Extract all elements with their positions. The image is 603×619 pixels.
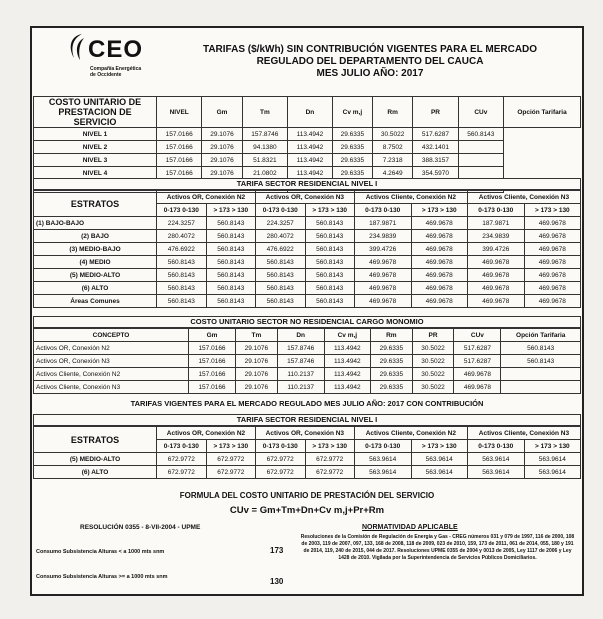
table-cell: 560.8143 bbox=[157, 269, 207, 282]
table-cell: 563.9614 bbox=[354, 466, 411, 479]
table-row bbox=[34, 128, 581, 141]
table-cell: > 173 > 130 bbox=[524, 204, 580, 217]
table-row bbox=[34, 154, 581, 167]
table-cell: (6) ALTO bbox=[34, 282, 157, 295]
table-cell: 29.6335 bbox=[332, 154, 372, 167]
table-row bbox=[34, 368, 581, 381]
table-cell: 29.6335 bbox=[371, 368, 413, 381]
table-cell: 157.0166 bbox=[157, 128, 202, 141]
table-cell: (1) BAJO-BAJO bbox=[34, 217, 157, 230]
table-cell: 672.9772 bbox=[206, 466, 255, 479]
table-cell: 110.2137 bbox=[277, 368, 324, 381]
table-cell: 469.9678 bbox=[524, 269, 580, 282]
table-cell bbox=[458, 141, 503, 154]
logo-tagline: Compañía Energética de Occidente bbox=[90, 66, 142, 78]
table-cell: 0-173 0-130 bbox=[255, 440, 305, 453]
table-cell: 560.8143 bbox=[206, 217, 255, 230]
table-cell: 560.8143 bbox=[206, 269, 255, 282]
table-cell: 560.8143 bbox=[305, 243, 354, 256]
table-row bbox=[34, 217, 581, 230]
table-cell: 29.1076 bbox=[202, 167, 242, 180]
contrib-estratos-header: ESTRATOS bbox=[34, 427, 157, 453]
table-cell: 672.9772 bbox=[206, 453, 255, 466]
contribution-title: TARIFA SECTOR RESIDENCIAL NIVEL I bbox=[33, 414, 581, 426]
table-cell: 469.9678 bbox=[354, 256, 411, 269]
table-cell: 29.1076 bbox=[236, 368, 278, 381]
table-cell: 476.6922 bbox=[255, 243, 305, 256]
table-cell bbox=[501, 368, 581, 381]
table-cell: 113.4942 bbox=[288, 128, 333, 141]
table-cell: 113.4942 bbox=[288, 167, 333, 180]
table-cell: 30.5022 bbox=[412, 368, 454, 381]
unit-cost-label: COSTO UNITARIO DE PRESTACION DE SERVICIO bbox=[34, 97, 157, 128]
table-cell: NIVEL 1 bbox=[34, 128, 157, 141]
table-cell: 560.8143 bbox=[206, 282, 255, 295]
subsistence-row1-label: Consumo Subsistencia Alturas < a 1000 mts snm bbox=[36, 549, 165, 555]
table-cell: 672.9772 bbox=[255, 466, 305, 479]
table-cell: (5) MEDIO-ALTO bbox=[34, 269, 157, 282]
table-cell: 280.4072 bbox=[157, 230, 207, 243]
table-cell: > 173 > 130 bbox=[411, 440, 467, 453]
table-cell: CUv bbox=[454, 329, 501, 342]
table-cell: 560.8143 bbox=[255, 282, 305, 295]
table-cell: 563.9614 bbox=[524, 453, 580, 466]
table-cell: 234.9839 bbox=[467, 230, 524, 243]
table-cell: 29.1076 bbox=[202, 141, 242, 154]
table-cell: 469.9678 bbox=[524, 295, 580, 308]
table-cell: 29.1076 bbox=[202, 128, 242, 141]
table-cell: (5) MEDIO-ALTO bbox=[34, 453, 157, 466]
table-cell: 560.8143 bbox=[305, 269, 354, 282]
table-cell: 560.8143 bbox=[157, 256, 207, 269]
contribution-table: ESTRATOS Activos OR, Conexión N2 Activos OR, Conexión N3 Activos Cliente, Conexión N2 Activos Cliente, Conexión N3 0-173 0-130 > 173 > 130 0-173 0-130 > 173 > 130 0-173 0-130 > 173 > 130 0-173 0-130 > 173 > 130 (5) MEDIO-ALTO 672.9772 672.9772 672.9772 672.9772 563.9614 563.9614 563.9614 563.9614 (6) ALTO 672.9772 672.9772 672.9772 672.9772 563.9614 563.9614 563.9614 563.9614 bbox=[33, 426, 581, 479]
table-cell: 157.8746 bbox=[277, 355, 324, 368]
table-cell: 0-173 0-130 bbox=[157, 204, 207, 217]
table-cell: 672.9772 bbox=[157, 453, 207, 466]
table-cell: 469.9678 bbox=[354, 282, 411, 295]
table-cell: > 173 > 130 bbox=[206, 204, 255, 217]
table-row bbox=[34, 453, 581, 466]
table-row bbox=[34, 141, 581, 154]
resolution-label: RESOLUCIÓN 0355 - 8-VII-2004 - UPME bbox=[80, 524, 201, 531]
table-cell: 672.9772 bbox=[305, 453, 354, 466]
table-cell: 29.6335 bbox=[332, 141, 372, 154]
table-cell: 21.0802 bbox=[242, 167, 287, 180]
estratos-header: ESTRATOS bbox=[34, 191, 157, 217]
formula-title: FORMULA DEL COSTO UNITARIO DE PRESTACIÓN DEL SERVICIO bbox=[179, 491, 435, 500]
table-cell: 0-173 0-130 bbox=[157, 440, 207, 453]
table-cell: 469.9678 bbox=[354, 269, 411, 282]
table-cell: 29.6335 bbox=[332, 128, 372, 141]
table-cell: 29.6335 bbox=[371, 342, 413, 355]
table-cell: 560.8143 bbox=[206, 256, 255, 269]
table-cell: 0-173 0-130 bbox=[467, 204, 524, 217]
table-cell: 157.0166 bbox=[157, 154, 202, 167]
table-cell: 517.6287 bbox=[454, 342, 501, 355]
page-title: TARIFAS ($/kWh) SIN CONTRIBUCIÓN VIGENTES PARA EL MERCADO REGULADO DEL DEPARTAMENTO DEL CAUCA MES JULIO AÑO: 2017 bbox=[202, 44, 538, 79]
table-cell: 672.9772 bbox=[255, 453, 305, 466]
table-cell: 672.9772 bbox=[157, 466, 207, 479]
table-cell bbox=[458, 154, 503, 167]
table-cell: Gm bbox=[189, 329, 236, 342]
table-cell: 8.7502 bbox=[373, 141, 413, 154]
table-row bbox=[34, 355, 581, 368]
table-cell: 469.9678 bbox=[454, 368, 501, 381]
table-cell: Activos Cliente, Conexión N2 bbox=[34, 368, 189, 381]
table-cell: 187.9871 bbox=[467, 217, 524, 230]
table-cell: 224.3257 bbox=[255, 217, 305, 230]
table-cell: 563.9614 bbox=[411, 466, 467, 479]
table-cell: (3) MEDIO-BAJO bbox=[34, 243, 157, 256]
table-cell: 560.8143 bbox=[206, 230, 255, 243]
table-cell: 157.8746 bbox=[242, 128, 287, 141]
table-cell: 469.9678 bbox=[524, 217, 580, 230]
table-row bbox=[34, 342, 581, 355]
table-cell: 469.9678 bbox=[524, 230, 580, 243]
table-cell: 560.8143 bbox=[255, 269, 305, 282]
table-cell: 560.8143 bbox=[305, 256, 354, 269]
table-cell: 560.8143 bbox=[501, 355, 581, 368]
table-cell: PR bbox=[412, 329, 454, 342]
table-cell: 234.9839 bbox=[354, 230, 411, 243]
table-cell: 354.5970 bbox=[413, 167, 458, 180]
table-cell: 560.8143 bbox=[305, 217, 354, 230]
table-cell: 560.8143 bbox=[501, 342, 581, 355]
ceo-logo bbox=[60, 30, 150, 90]
table-cell: 280.4072 bbox=[255, 230, 305, 243]
table-cell: 560.8143 bbox=[157, 282, 207, 295]
table-cell: 469.9678 bbox=[411, 243, 467, 256]
table-cell: 94.1380 bbox=[242, 141, 287, 154]
table-cell: 399.4726 bbox=[354, 243, 411, 256]
table-cell: 469.9678 bbox=[524, 243, 580, 256]
table-cell: Opción Tarifaria bbox=[501, 329, 581, 342]
table-cell: 224.3257 bbox=[157, 217, 207, 230]
table-cell: 29.6335 bbox=[332, 167, 372, 180]
table-cell: 469.9678 bbox=[411, 282, 467, 295]
subsistence-row1-value: 173 bbox=[270, 546, 284, 555]
table-cell: 30.5022 bbox=[412, 381, 454, 394]
table-cell: 113.4942 bbox=[324, 368, 370, 381]
table-cell: > 173 > 130 bbox=[524, 440, 580, 453]
table-cell: 563.9614 bbox=[467, 453, 524, 466]
table-cell: 113.4942 bbox=[324, 342, 370, 355]
table-cell: 560.8143 bbox=[305, 230, 354, 243]
table-cell: NIVEL 3 bbox=[34, 154, 157, 167]
table-cell: 157.8746 bbox=[277, 342, 324, 355]
non-residential-table bbox=[33, 328, 581, 394]
table-cell: 563.9614 bbox=[524, 466, 580, 479]
regulation-title: NORMATIVIDAD APLICABLE bbox=[362, 524, 458, 531]
contribution-heading: TARIFAS VIGENTES PARA EL MERCADO REGULADO MES JULIO AÑO: 2017 CON CONTRIBUCIÓN bbox=[33, 399, 581, 411]
table-cell: 469.9678 bbox=[411, 230, 467, 243]
table-cell: 560.8143 bbox=[206, 243, 255, 256]
formula-expression: CUv = Gm+Tm+Dn+Cv m,j+Pr+Rm bbox=[229, 505, 385, 516]
table-cell: 157.0166 bbox=[157, 141, 202, 154]
regulation-text: Resoluciones de la Comisión de Regulación de Energía y Gas - CREG números 031 y 079 de 1997, 116 de 2000, 108 de 2003, 119 de 2007, 097, 133, 168 de 2008, 118 de 2009, 023 de 2010, 159, 173 de 2011, 061 de 2014, 055, 180 y 191 de 2014, 119, 240 de 2015, 044 de 2017. Resoluciones UPME 0355 de 2004 y 0013 de 2005, Ley 1117 de 2006 y Ley 1428 de 2010. Vigilada por la Superintendencia de Servicios Públicos Domiciliarios. bbox=[300, 534, 575, 561]
table-cell: 560.8143 bbox=[255, 256, 305, 269]
table-cell bbox=[501, 381, 581, 394]
table-cell: 560.8143 bbox=[305, 295, 354, 308]
table-cell: 157.0166 bbox=[157, 167, 202, 180]
table-cell: 113.4942 bbox=[324, 381, 370, 394]
table-cell: 560.8143 bbox=[255, 295, 305, 308]
table-cell: 469.9678 bbox=[411, 256, 467, 269]
table-cell: (4) MEDIO bbox=[34, 256, 157, 269]
table-cell: 157.0166 bbox=[189, 381, 236, 394]
table-cell: 113.4942 bbox=[324, 355, 370, 368]
table-cell: 469.9678 bbox=[467, 295, 524, 308]
table-cell: NIVEL 2 bbox=[34, 141, 157, 154]
table-cell: 113.4942 bbox=[288, 141, 333, 154]
table-cell: Dn bbox=[277, 329, 324, 342]
table-cell: (2) BAJO bbox=[34, 230, 157, 243]
table-cell: 560.8143 bbox=[305, 282, 354, 295]
table-cell: 560.8143 bbox=[157, 295, 207, 308]
table-cell: 469.9678 bbox=[411, 295, 467, 308]
table-cell: 157.0166 bbox=[189, 342, 236, 355]
table-row bbox=[34, 282, 581, 295]
table-cell: Activos OR, Conexión N2 bbox=[34, 342, 189, 355]
table-cell: > 173 > 130 bbox=[305, 440, 354, 453]
table-cell: 29.6335 bbox=[371, 381, 413, 394]
table-cell: 563.9614 bbox=[467, 466, 524, 479]
table-row bbox=[34, 295, 581, 308]
table-cell: 29.1076 bbox=[236, 342, 278, 355]
residential-title: TARIFA SECTOR RESIDENCIAL NIVEL I bbox=[33, 178, 581, 190]
table-row bbox=[34, 256, 581, 269]
table-cell: 30.5022 bbox=[412, 342, 454, 355]
table-cell: NIVEL 4 bbox=[34, 167, 157, 180]
table-cell: 29.6335 bbox=[371, 355, 413, 368]
table-cell: 30.5022 bbox=[373, 128, 413, 141]
table-cell: 7.2318 bbox=[373, 154, 413, 167]
table-row bbox=[34, 243, 581, 256]
table-cell: 560.8143 bbox=[458, 128, 503, 141]
table-cell: 0-173 0-130 bbox=[467, 440, 524, 453]
table-cell: (6) ALTO bbox=[34, 466, 157, 479]
table-cell: 51.8321 bbox=[242, 154, 287, 167]
table-cell: 187.9871 bbox=[354, 217, 411, 230]
table-row bbox=[34, 381, 581, 394]
table-cell: 517.6287 bbox=[454, 355, 501, 368]
table-row bbox=[34, 230, 581, 243]
table-cell: 29.1076 bbox=[236, 355, 278, 368]
table-cell: 29.1076 bbox=[236, 381, 278, 394]
table-cell: 113.4942 bbox=[288, 154, 333, 167]
table-cell: 157.0166 bbox=[189, 368, 236, 381]
table-cell: 110.2137 bbox=[277, 381, 324, 394]
table-cell: 4.2649 bbox=[373, 167, 413, 180]
table-cell: 469.9678 bbox=[454, 381, 501, 394]
table-cell: 469.9678 bbox=[524, 282, 580, 295]
table-cell: Rm bbox=[371, 329, 413, 342]
table-cell: 469.9678 bbox=[467, 282, 524, 295]
table-cell: 517.6287 bbox=[413, 128, 458, 141]
table-cell: 469.9678 bbox=[354, 295, 411, 308]
table-cell: 469.9678 bbox=[411, 217, 467, 230]
table-cell: Activos OR, Conexión N3 bbox=[34, 355, 189, 368]
table-row bbox=[34, 466, 581, 479]
table-cell: > 173 > 130 bbox=[411, 204, 467, 217]
table-cell: 476.6922 bbox=[157, 243, 207, 256]
table-cell: 0-173 0-130 bbox=[354, 440, 411, 453]
subsistence-row2-value: 130 bbox=[270, 577, 284, 586]
table-cell: Áreas Comunes bbox=[34, 295, 157, 308]
ceo-swirl-icon bbox=[66, 32, 88, 62]
table-cell: 0-173 0-130 bbox=[354, 204, 411, 217]
non-residential-title: COSTO UNITARIO SECTOR NO RESIDENCIAL CARGO MONOMIO bbox=[33, 316, 581, 328]
table-cell: 432.1401 bbox=[413, 141, 458, 154]
table-cell: > 173 > 130 bbox=[305, 204, 354, 217]
logo-name: CEO bbox=[88, 36, 144, 63]
table-cell: 30.5022 bbox=[412, 355, 454, 368]
table-cell: Cv m,j bbox=[324, 329, 370, 342]
table-cell: 469.9678 bbox=[467, 256, 524, 269]
table-cell: 399.4726 bbox=[467, 243, 524, 256]
table-cell: 563.9614 bbox=[354, 453, 411, 466]
table-cell: 29.1076 bbox=[202, 154, 242, 167]
unit-cost-table: COSTO UNITARIO DE PRESTACION DE SERVICIO NIVEL Gm Tm Dn Cv m,j Rm PR CUv Opción Tarifaria NIVEL 1 157.0166 29.1076 157.8746 113.4942 29.6335 30.5022 517.6287 560.8143 NIVEL 2 157.0166 29.1076 94.1380 113.4942 29.6335 8.7502 432.1401 NIVEL 3 157.0166 29.1076 51.8321 113.4942 29.6335 7.2318 388.3157 NIVEL 4 157.0166 29.1076 21.0802 113.4942 29.6335 4.2649 354.5970 bbox=[33, 96, 581, 193]
table-cell: > 173 > 130 bbox=[206, 440, 255, 453]
table-cell: CONCEPTO bbox=[34, 329, 189, 342]
table-cell: 563.9614 bbox=[411, 453, 467, 466]
table-cell: 672.9772 bbox=[305, 466, 354, 479]
table-cell: 388.3157 bbox=[413, 154, 458, 167]
subsistence-row2-label: Consumo Subsistencia Alturas >= a 1000 mts snm bbox=[36, 574, 168, 580]
table-cell: Tm bbox=[236, 329, 278, 342]
table-cell: 0-173 0-130 bbox=[255, 204, 305, 217]
table-cell: 157.0166 bbox=[189, 355, 236, 368]
table-cell: 560.8143 bbox=[206, 295, 255, 308]
table-cell: 469.9678 bbox=[467, 269, 524, 282]
table-cell: 469.9678 bbox=[524, 256, 580, 269]
residential-table: ESTRATOS Activos OR, Conexión N2 Activos OR, Conexión N3 Activos Cliente, Conexión N2 Activos Cliente, Conexión N3 0-173 0-130 > 173 > 130 0-173 0-130 > 173 > 130 0-173 0-130 > 173 > 130 0-173 0-130 > 173 > 130 (1) BAJO-BAJO 224.3257 560.8143 224.3257 560.8143 187.9871 469.9678 187.9871 469.9678 (2) BAJO 280.4072 560.8143 280.4072 560.8143 234.9839 469.9678 234.9839 469.9678 (3) MEDIO-BAJO 476.6922 560.8143 476.6922 560.8143 399.4726 469.9678 399.4726 469.9678 (4) MEDIO 560.8143 560.8143 560.8143 560.8143 469.9678 469.9678 469.9678 469.9678 (5) MEDIO-ALTO 560.8143 560.8143 560.8143 560.8143 469.9678 469.9678 469.9678 469.9678 (6) ALTO 560.8143 560.8143 560.8143 560.8143 469.9678 469.9678 469.9678 469.9678 Áreas Comunes 560.8143 560.8143 560.8143 560.8143 469.9678 469.9678 469.9678 469.9678 bbox=[33, 190, 581, 308]
table-cell: Activos Cliente, Conexión N3 bbox=[34, 381, 189, 394]
table-row bbox=[34, 269, 581, 282]
table-cell: 469.9678 bbox=[411, 269, 467, 282]
